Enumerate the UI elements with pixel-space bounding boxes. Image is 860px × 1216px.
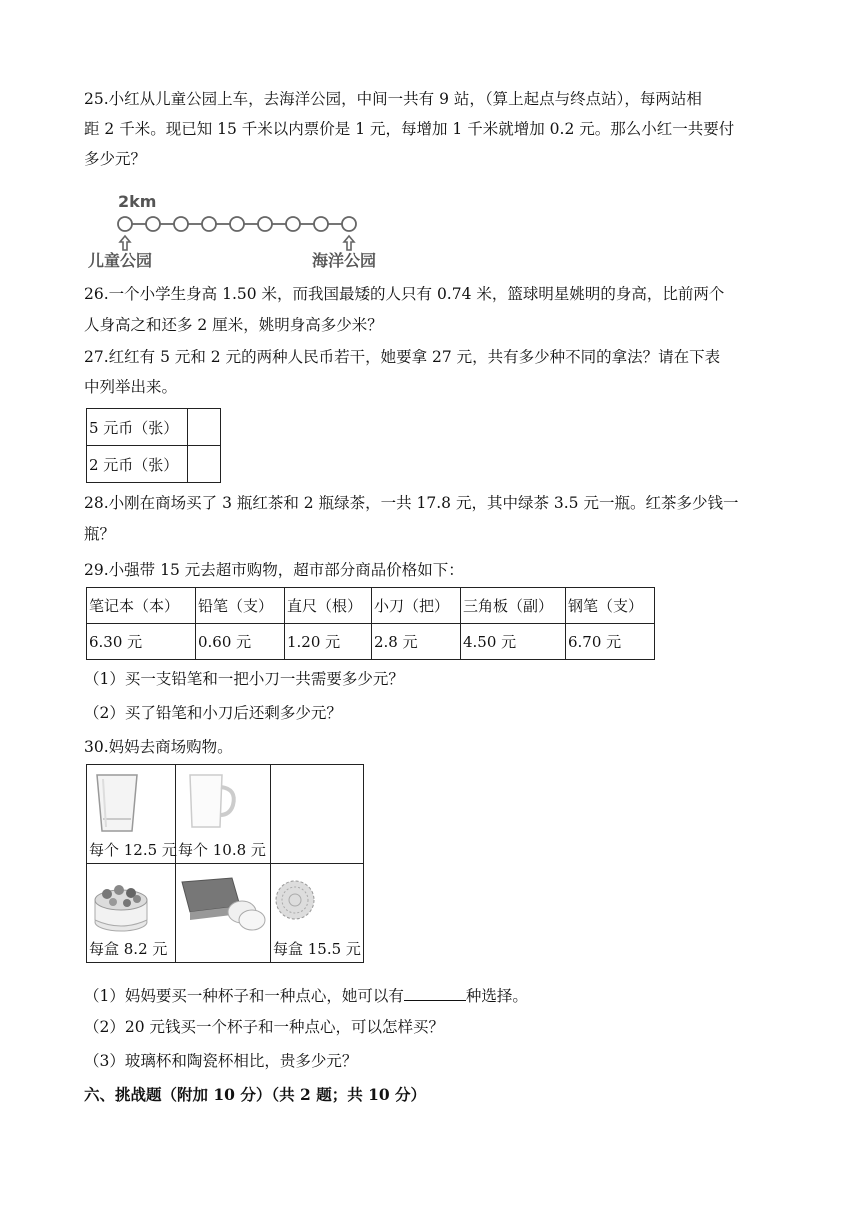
price-notebook: 6.30 元 (87, 624, 196, 660)
shopping-table (86, 764, 364, 963)
ceramic-mug-icon (176, 769, 270, 841)
q26-text-line2: 人身高之和还多 2 厘米，姚明身高多少米？ (84, 316, 383, 334)
cake-price: 每盒 8.2 元 (89, 940, 168, 958)
five-yuan-label: 5 元币（张） (87, 409, 188, 446)
route-diagram (84, 192, 394, 270)
end-station-label: 海洋公园 (312, 251, 377, 270)
q29-text-line1: 29.小强带 15 元去超市购物，超市部分商品价格如下： (84, 561, 464, 579)
cookie-icon (271, 870, 363, 942)
station-stop (146, 217, 160, 231)
q25-text-line3: 多少元？ (84, 150, 147, 168)
header-pen: 钢笔（支） (566, 588, 655, 624)
header-notebook: 笔记本（本） (87, 588, 196, 624)
q27-text-line2: 中列举出来。 (84, 378, 178, 396)
q27-table (86, 408, 221, 483)
station-stop (230, 217, 244, 231)
price-knife: 2.8 元 (372, 624, 461, 660)
q29-sub2: （2）买了铅笔和小刀后还剩多少元？ (84, 704, 342, 722)
q30-sub1-suffix: 种选择。 (465, 987, 528, 1005)
header-ruler: 直尺（根） (285, 588, 372, 624)
q28-text-line2: 瓶？ (84, 525, 116, 543)
bread-loaf-icon (176, 870, 270, 942)
station-stop (314, 217, 328, 231)
station-stop (174, 217, 188, 231)
glass-cup-icon (87, 769, 175, 841)
two-yuan-label: 2 元币（张） (87, 446, 188, 483)
q28-text-line1: 28.小刚在商场买了 3 瓶红茶和 2 瓶绿茶，一共 17.8 元，其中绿茶 3.5 元一瓶。红茶多少钱一 (84, 494, 739, 512)
station-stop (258, 217, 272, 231)
q29-sub1: （1）买一支铅笔和一把小刀一共需要多少元？ (84, 670, 404, 688)
station-stop (202, 217, 216, 231)
station-stop (342, 217, 356, 231)
cookie-cell (271, 864, 364, 963)
cake-cell (87, 864, 176, 963)
header-triangle: 三角板（副） (461, 588, 566, 624)
glass-price: 每个 12.5 元 (89, 841, 177, 859)
q27-text-line1: 27.红红有 5 元和 2 元的两种人民币若干，她要拿 27 元，共有多少种不同的拿法？请在下表 (84, 348, 721, 366)
two-yuan-count-cell[interactable] (188, 446, 221, 483)
header-pencil: 铅笔（支） (196, 588, 285, 624)
price-triangle: 4.50 元 (461, 624, 566, 660)
empty-cell (271, 765, 364, 864)
glass-cell (87, 765, 176, 864)
q30-sub1 (84, 984, 528, 1007)
q30-sub3: （3）玻璃杯和陶瓷杯相比，贵多少元？ (84, 1052, 358, 1070)
price-pen: 6.70 元 (566, 624, 655, 660)
q30-text-line1: 30.妈妈去商场购物。 (84, 738, 233, 756)
price-table (86, 587, 655, 660)
cake-icon (87, 870, 175, 942)
mug-cell (176, 765, 271, 864)
price-ruler: 1.20 元 (285, 624, 372, 660)
distance-label: 2km (118, 192, 157, 211)
q25-text-line1: 25.小红从儿童公园上车，去海洋公园，中间一共有 9 站，（算上起点与终点站），每两站相 (84, 90, 702, 108)
q30-sub1-prefix: （1）妈妈要买一种杯子和一种点心，她可以有 (84, 987, 404, 1005)
stops-group (118, 217, 356, 231)
station-stop (118, 217, 132, 231)
q30-sub2: （2）20 元钱买一个杯子和一种点心，可以怎样买？ (84, 1018, 445, 1036)
header-knife: 小刀（把） (372, 588, 461, 624)
answer-blank[interactable] (404, 984, 466, 1001)
station-stop (286, 217, 300, 231)
q26-text-line1: 26.一个小学生身高 1.50 米，而我国最矮的人只有 0.74 米，篮球明星姚明的身高，比前两个 (84, 285, 725, 303)
bread-cell (176, 864, 271, 963)
q25-text-line2: 距 2 千米。现已知 15 千米以内票价是 1 元，每增加 1 千米就增加 0.2 元。那么小红一共要付 (84, 120, 735, 138)
start-station-label: 儿童公园 (88, 251, 153, 270)
mug-price: 每个 10.8 元 (178, 841, 266, 859)
five-yuan-count-cell[interactable] (188, 409, 221, 446)
section-six-title: 六、挑战题（附加 10 分）（共 2 题；共 10 分） (84, 1085, 427, 1104)
cookie-price: 每盒 15.5 元 (273, 940, 361, 958)
price-pencil: 0.60 元 (196, 624, 285, 660)
